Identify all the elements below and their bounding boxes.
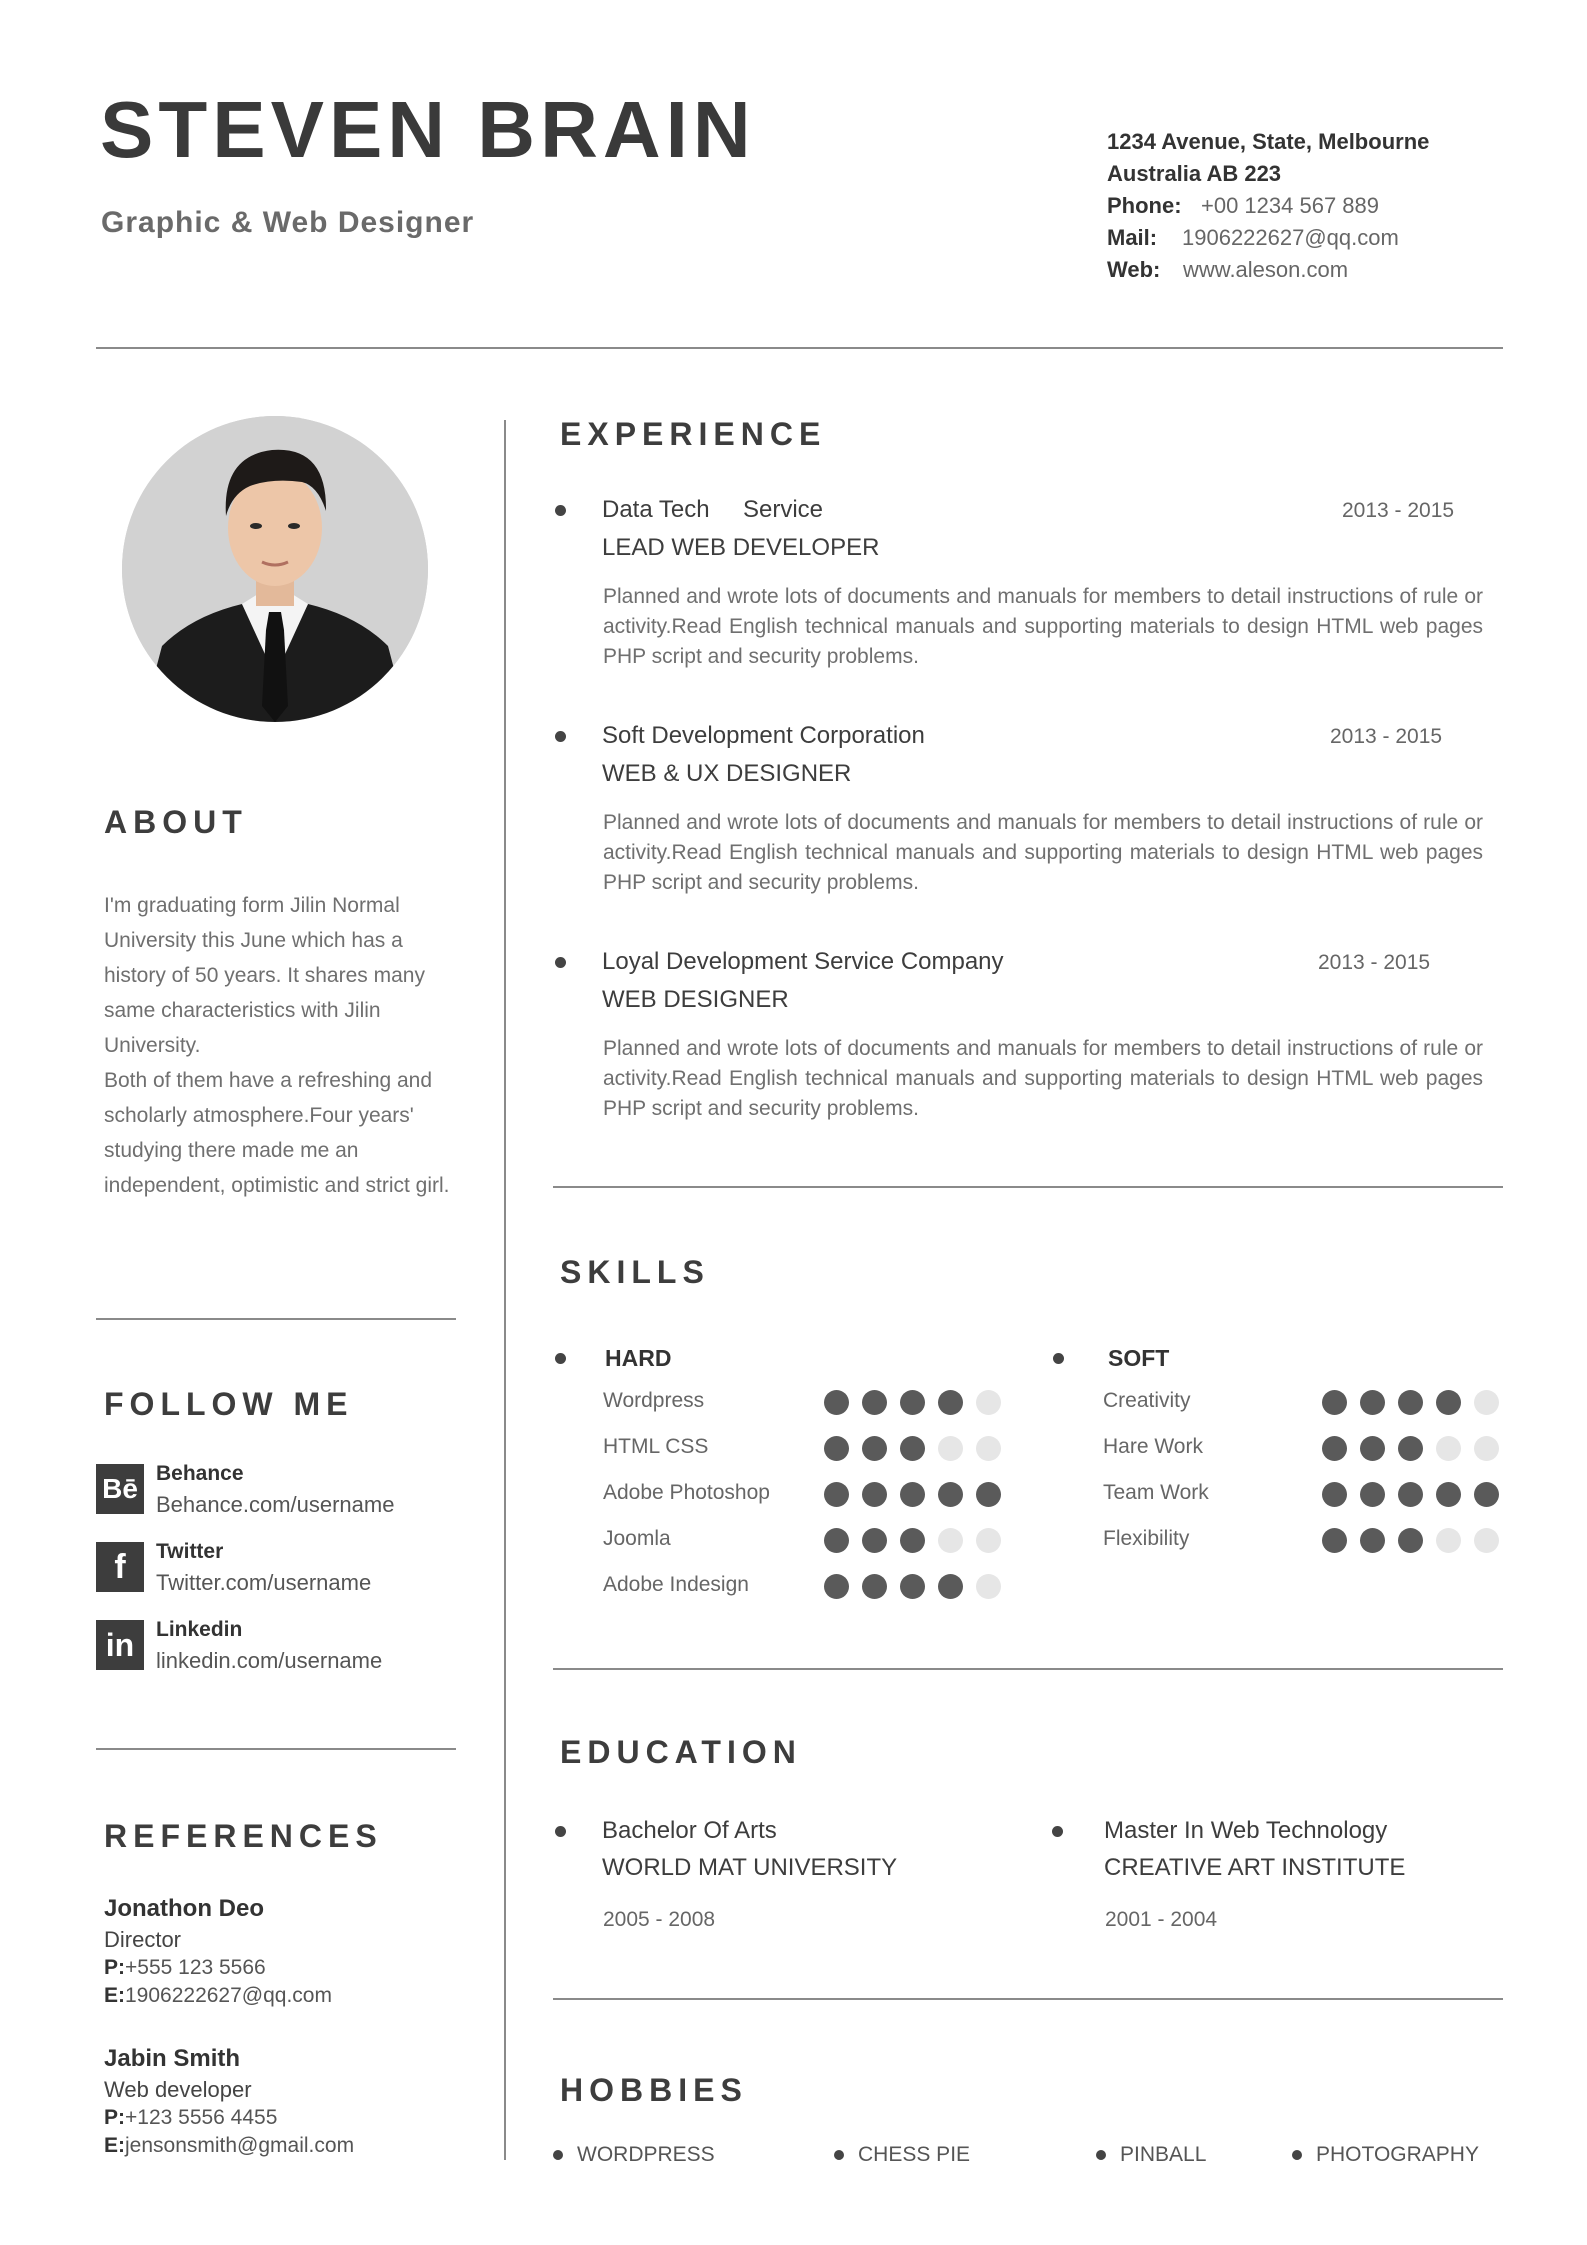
- rating-dot-filled: [1436, 1390, 1461, 1415]
- hard-skills-label: HARD: [605, 1345, 672, 1371]
- job-title: WEB DESIGNER: [602, 986, 789, 1013]
- resume-role: Graphic & Web Designer: [101, 206, 475, 239]
- hobby-item: [1096, 2143, 1206, 2167]
- rating-dot-filled: [1322, 1528, 1347, 1553]
- rating-dot-filled: [900, 1528, 925, 1553]
- skill-name: Team Work: [1103, 1481, 1209, 1504]
- about-text: [104, 888, 464, 1203]
- bullet-icon: [555, 731, 566, 742]
- address-line-2: Australia AB 223: [1107, 161, 1282, 186]
- skill-rating: [824, 1390, 1001, 1415]
- person-portrait-icon: [122, 416, 428, 722]
- social-url[interactable]: Behance.com/username: [156, 1492, 395, 1517]
- reference-title: Web developer: [104, 2077, 252, 2102]
- bullet-icon: [1052, 1826, 1063, 1837]
- education-degree: Master In Web Technology: [1104, 1817, 1388, 1844]
- soft-skills-label: SOFT: [1108, 1345, 1170, 1371]
- rating-dot-filled: [1360, 1528, 1385, 1553]
- about-paragraph-2: Both of them have a refreshing and scholarly atmosphere.Four years' studying there made me an independent, optimistic and strict girl.: [104, 1069, 450, 1197]
- bullet-icon: [555, 505, 566, 516]
- job-company: Data Tech Service: [602, 496, 823, 523]
- skill-rating: [824, 1528, 1001, 1553]
- reference-title: Director: [104, 1927, 182, 1952]
- header-divider: [96, 347, 1503, 349]
- contact-block: [1107, 126, 1429, 286]
- mail-label: Mail:: [1107, 225, 1158, 250]
- skill-rating: [1322, 1390, 1499, 1415]
- about-paragraph-1: I'm graduating form Jilin Normal University this June which has a history of 50 years. It shares many same characteristics with Jilin University.: [104, 894, 425, 1057]
- rating-dot-empty: [976, 1574, 1001, 1599]
- job-company: Soft Development Corporation: [602, 722, 925, 749]
- rating-dot-filled: [976, 1482, 1001, 1507]
- social-name: Behance: [156, 1462, 244, 1485]
- rating-dot-empty: [1474, 1436, 1499, 1461]
- rating-dot-filled: [1474, 1482, 1499, 1507]
- skill-rating: [1322, 1436, 1499, 1461]
- rating-dot-filled: [900, 1436, 925, 1461]
- skill-rating: [824, 1574, 1001, 1599]
- job-date: 2013 - 2015: [1318, 951, 1431, 974]
- rating-dot-filled: [862, 1528, 887, 1553]
- rating-dot-empty: [1436, 1528, 1461, 1553]
- job-description: Planned and wrote lots of documents and manuals for members to detail instructions of rule or activity.Read English technical manuals and supporting materials to design HTML web pages PHP script and security problems.: [603, 811, 1483, 894]
- rating-dot-empty: [1436, 1436, 1461, 1461]
- skill-rating: [1322, 1528, 1499, 1553]
- reference-email: E:jensonsmith@gmail.com: [104, 2134, 355, 2157]
- skill-name: Adobe Indesign: [603, 1573, 749, 1596]
- bullet-icon: [555, 957, 566, 968]
- education-divider: [553, 1998, 1503, 2000]
- rating-dot-filled: [824, 1574, 849, 1599]
- behance-icon: Bē: [96, 1464, 144, 1514]
- reference-phone: P:+555 123 5566: [104, 1956, 266, 1979]
- hobby-item: [1292, 2143, 1479, 2167]
- rating-dot-filled: [1436, 1482, 1461, 1507]
- rating-dot-empty: [976, 1436, 1001, 1461]
- rating-dot-empty: [938, 1436, 963, 1461]
- rating-dot-filled: [862, 1574, 887, 1599]
- social-item-twitter[interactable]: [96, 1540, 456, 1600]
- address-line-1: 1234 Avenue, State, Melbourne: [1107, 129, 1430, 154]
- rating-dot-filled: [824, 1436, 849, 1461]
- education-title: EDUCATION: [560, 1734, 802, 1770]
- rating-dot-filled: [824, 1482, 849, 1507]
- rating-dot-filled: [900, 1482, 925, 1507]
- education-school: WORLD MAT UNIVERSITY: [602, 1854, 898, 1881]
- skill-rating: [824, 1482, 1001, 1507]
- mail-value[interactable]: 1906222627@qq.com: [1182, 225, 1399, 250]
- phone-label: Phone:: [1107, 193, 1182, 218]
- web-value[interactable]: www.aleson.com: [1183, 257, 1349, 282]
- rating-dot-filled: [900, 1574, 925, 1599]
- reference-item: [104, 2042, 444, 2160]
- rating-dot-filled: [1360, 1482, 1385, 1507]
- web-line: [1107, 254, 1429, 286]
- experience-title: EXPERIENCE: [560, 416, 827, 452]
- reference-name: Jabin Smith: [104, 2045, 241, 2072]
- bullet-icon: [1096, 2150, 1106, 2160]
- rating-dot-empty: [976, 1528, 1001, 1553]
- rating-dot-filled: [900, 1390, 925, 1415]
- follow-title: FOLLOW ME: [104, 1386, 354, 1422]
- bullet-icon: [1292, 2150, 1302, 2160]
- job-title: WEB & UX DESIGNER: [602, 760, 852, 787]
- rating-dot-filled: [1398, 1390, 1423, 1415]
- hobby-label: PINBALL: [1120, 2143, 1207, 2166]
- rating-dot-empty: [976, 1390, 1001, 1415]
- skills-divider: [553, 1668, 1503, 1670]
- skills-title: SKILLS: [560, 1254, 710, 1290]
- rating-dot-filled: [938, 1482, 963, 1507]
- education-date: 2005 - 2008: [603, 1908, 716, 1931]
- reference-email: E:1906222627@qq.com: [104, 1984, 332, 2007]
- column-divider: [504, 420, 506, 2160]
- job-description: Planned and wrote lots of documents and manuals for members to detail instructions of rule or activity.Read English technical manuals and supporting materials to design HTML web pages PHP script and security problems.: [603, 585, 1483, 668]
- job-company: Loyal Development Service Company: [602, 948, 1004, 975]
- bullet-icon: [555, 1353, 566, 1364]
- rating-dot-empty: [1474, 1390, 1499, 1415]
- rating-dot-filled: [862, 1390, 887, 1415]
- social-url[interactable]: linkedin.com/username: [156, 1648, 383, 1673]
- skill-name: HTML CSS: [603, 1435, 709, 1458]
- skill-name: Creativity: [1103, 1389, 1191, 1412]
- rating-dot-filled: [862, 1436, 887, 1461]
- rating-dot-filled: [862, 1482, 887, 1507]
- bullet-icon: [555, 1826, 566, 1837]
- job-date: 2013 - 2015: [1330, 725, 1443, 748]
- follow-divider: [96, 1748, 456, 1750]
- rating-dot-filled: [1322, 1482, 1347, 1507]
- experience-divider: [553, 1186, 1503, 1188]
- rating-dot-filled: [824, 1390, 849, 1415]
- job-title: LEAD WEB DEVELOPER: [602, 534, 880, 561]
- hobbies-title: HOBBIES: [560, 2072, 748, 2108]
- hobby-label: PHOTOGRAPHY: [1316, 2143, 1479, 2166]
- education-date: 2001 - 2004: [1105, 1908, 1218, 1931]
- rating-dot-filled: [824, 1528, 849, 1553]
- linkedin-icon: in: [96, 1620, 144, 1670]
- job-date: 2013 - 2015: [1342, 499, 1455, 522]
- hobby-item: [553, 2143, 715, 2167]
- rating-dot-empty: [1474, 1528, 1499, 1553]
- rating-dot-filled: [1360, 1390, 1385, 1415]
- rating-dot-empty: [938, 1528, 963, 1553]
- about-divider: [96, 1318, 456, 1320]
- phone-line: [1107, 190, 1429, 222]
- rating-dot-filled: [938, 1574, 963, 1599]
- hobby-item: [834, 2143, 970, 2167]
- rating-dot-filled: [1322, 1436, 1347, 1461]
- education-school: CREATIVE ART INSTITUTE: [1104, 1854, 1406, 1881]
- rating-dot-filled: [1398, 1482, 1423, 1507]
- reference-phone: P:+123 5556 4455: [104, 2106, 278, 2129]
- job-description: Planned and wrote lots of documents and manuals for members to detail instructions of rule or activity.Read English technical manuals and supporting materials to design HTML web pages PHP script and security problems.: [603, 1037, 1483, 1120]
- mail-line: [1107, 222, 1429, 254]
- skill-rating: [824, 1436, 1001, 1461]
- references-title: REFERENCES: [104, 1818, 383, 1854]
- bullet-icon: [1053, 1353, 1064, 1364]
- about-title: ABOUT: [104, 804, 248, 840]
- hobby-label: WORDPRESS: [577, 2143, 715, 2166]
- skill-name: Hare Work: [1103, 1435, 1203, 1458]
- bullet-icon: [553, 2150, 563, 2160]
- social-url[interactable]: Twitter.com/username: [156, 1570, 372, 1595]
- social-name: Twitter: [156, 1540, 224, 1563]
- skill-name: Adobe Photoshop: [603, 1481, 770, 1504]
- hobby-label: CHESS PIE: [858, 2143, 971, 2166]
- education-degree: Bachelor Of Arts: [602, 1817, 777, 1844]
- facebook-icon: f: [96, 1542, 144, 1592]
- rating-dot-filled: [938, 1390, 963, 1415]
- social-item-linkedin[interactable]: [96, 1618, 456, 1678]
- resume-name: STEVEN BRAIN: [100, 85, 756, 174]
- rating-dot-filled: [1360, 1436, 1385, 1461]
- social-name: Linkedin: [156, 1618, 243, 1641]
- rating-dot-filled: [1322, 1390, 1347, 1415]
- phone-value: +00 1234 567 889: [1201, 193, 1380, 218]
- bullet-icon: [834, 2150, 844, 2160]
- reference-item: [104, 1892, 444, 2010]
- rating-dot-filled: [1398, 1528, 1423, 1553]
- skill-name: Flexibility: [1103, 1527, 1190, 1550]
- skill-rating: [1322, 1482, 1499, 1507]
- reference-name: Jonathon Deo: [104, 1895, 264, 1922]
- social-item-behance[interactable]: [96, 1462, 456, 1522]
- profile-photo: [122, 416, 428, 722]
- web-label: Web:: [1107, 257, 1161, 282]
- rating-dot-filled: [1398, 1436, 1423, 1461]
- skill-name: Wordpress: [603, 1389, 705, 1412]
- skill-name: Joomla: [603, 1527, 671, 1550]
